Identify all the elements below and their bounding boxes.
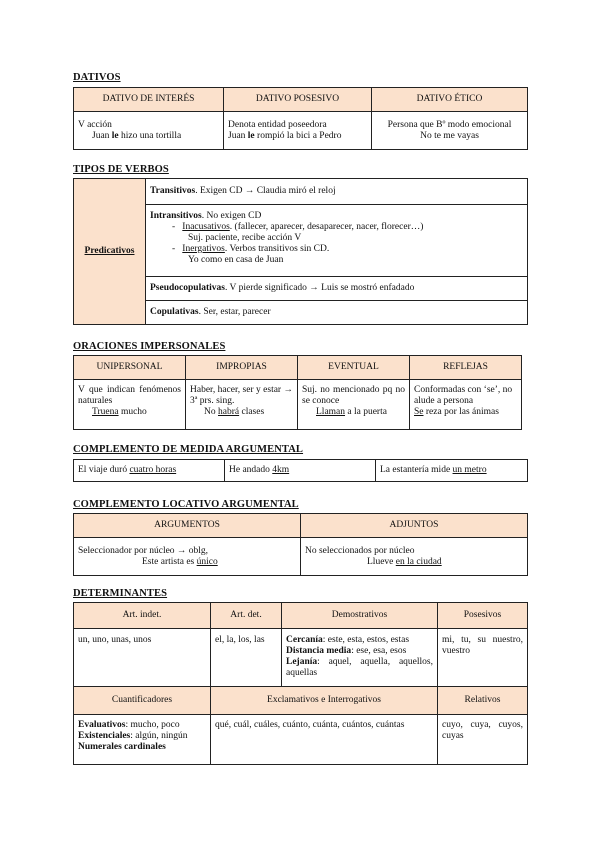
dativo-interes-cell: V acción Juan le hizo una tortilla [74,112,224,150]
dativo-posesivo-header: DATIVO POSESIVO [224,88,372,112]
pseudocopulativas-cell: Pseudocopulativas. V pierde significado → Luis se mostró enfadado [146,277,528,301]
art-det-cell: el, la, los, las [211,629,282,687]
medida-item: He andado 4km [225,460,376,482]
demostrativos-cell: Cercanía: este, esta, estos, estas Distancia media: ese, esa, esos Lejanía: aquel, aquella, aquellos, aquellas [282,629,438,687]
posesivos-cell: mi, tu, su nuestro, vuestro [438,629,528,687]
transitivos-cell: Transitivos. Exigen CD → Claudia miró el reloj [146,179,528,205]
medida-table [73,459,528,482]
intransitivos-cell: Intransitivos. No exigen CD - Inacusativos. (fallecer, aparecer, desaparecer, nacer, florecer…) Suj. paciente, recibe acción V - Inergativos. Verbos transitivos sin CD. Yo como en casa de Juan [146,205,528,277]
posesivos-header: Posesivos [438,603,528,629]
impropias-cell: Haber, hacer, ser y estar → 3ª prs. sing. No habrá clases [186,380,298,430]
medida-title: COMPLEMENTO DE MEDIDA ARGUMENTAL [73,444,304,455]
impropias-header: IMPROPIAS [186,356,298,380]
reflejas-header: REFLEJAS [410,356,522,380]
dativo-etico-header: DATIVO ÉTICO [372,88,528,112]
art-det-header: Art. det. [211,603,282,629]
exclamativos-cell: qué, cuál, cuáles, cuánto, cuánta, cuántos, cuántas [211,715,438,765]
eventual-header: EVENTUAL [298,356,410,380]
cuantificadores-cell: Evaluativos: mucho, poco Existenciales: algún, ningún Numerales cardinales [74,715,211,765]
verbos-table [73,178,528,325]
impersonales-title: ORACIONES IMPERSONALES [73,341,226,352]
dativos-table [73,87,528,150]
unipersonal-header: UNIPERSONAL [74,356,186,380]
locativo-table [73,513,528,576]
determinantes-title: DETERMINANTES [73,588,168,599]
argumentos-cell: Seleccionador por núcleo → oblg, Este artista es único [74,538,301,576]
art-indet-cell: un, uno, unas, unos [74,629,211,687]
determinantes-table [73,602,528,765]
cuantificadores-header: Cuantificadores [74,687,211,715]
predicativos-label: Predicativos [74,179,146,325]
demostrativos-header: Demostrativos [282,603,438,629]
impersonales-table [73,355,522,430]
medida-item: La estantería mide un metro [376,460,528,482]
dativo-interes-header: DATIVO DE INTERÉS [74,88,224,112]
exclamativos-header: Exclamativos e Interrogativos [211,687,438,715]
reflejas-cell: Conformadas con ‘se’, no alude a persona Se reza por las ánimas [410,380,522,430]
art-indet-header: Art. indet. [74,603,211,629]
verbos-title: TIPOS DE VERBOS [73,164,169,175]
dativos-title: DATIVOS [73,72,121,83]
adjuntos-header: ADJUNTOS [301,514,528,538]
argumentos-header: ARGUMENTOS [74,514,301,538]
locativo-title: COMPLEMENTO LOCATIVO ARGUMENTAL [73,499,299,510]
unipersonal-cell: V que indican fenómenos naturales Truena mucho [74,380,186,430]
dativo-etico-cell: Persona que Bº modo emocional No te me vayas [372,112,528,150]
adjuntos-cell: No seleccionados por núcleo Llueve en la ciudad [301,538,528,576]
medida-item: El viaje duró cuatro horas [74,460,225,482]
eventual-cell: Suj. no mencionado pq no se conoce Llaman a la puerta [298,380,410,430]
dativo-posesivo-cell: Denota entidad poseedora Juan le rompió la bici a Pedro [224,112,372,150]
relativos-header: Relativos [438,687,528,715]
relativos-cell: cuyo, cuya, cuyos, cuyas [438,715,528,765]
copulativas-cell: Copulativas. Ser, estar, parecer [146,301,528,325]
